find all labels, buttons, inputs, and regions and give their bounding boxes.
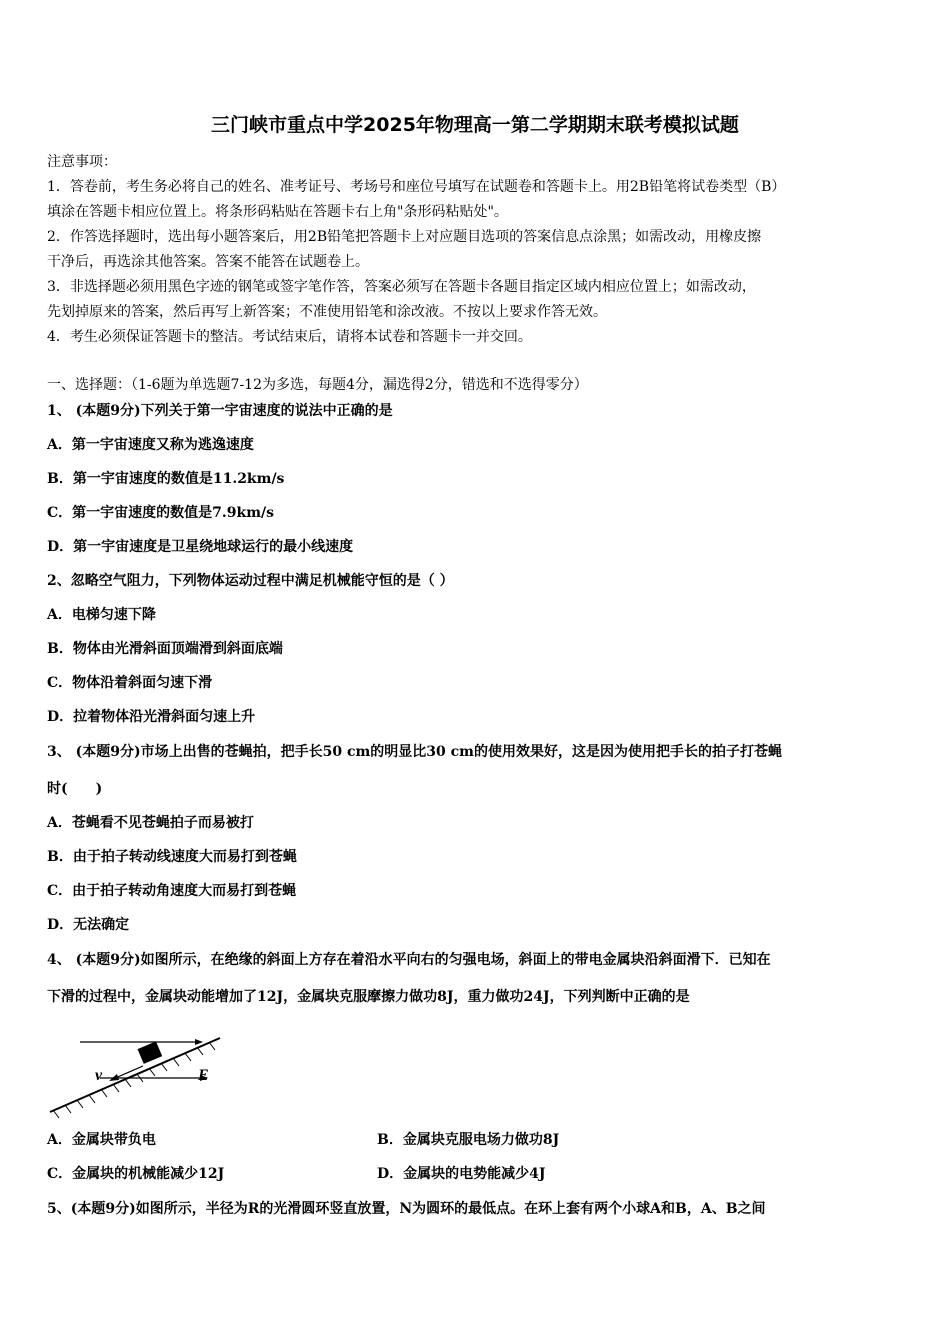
question-4-stem: 4、 (本题9分)如图所示，在绝缘的斜面上方存在着沿水平向右的匀强电场，斜面上的带电金属块沿斜面滑下．已知在 <box>47 952 771 968</box>
q1-option-c: C．第一宇宙速度的数值是7.9km/s <box>47 505 275 521</box>
velocity-label: v <box>95 1067 103 1084</box>
question-3-stem-cont: 时( ) <box>47 781 103 797</box>
incline-field-figure <box>45 1030 225 1120</box>
field-label: E <box>198 1067 209 1084</box>
incline-surface <box>50 1038 220 1112</box>
question-1-stem: 1、 (本题9分)下列关于第一宇宙速度的说法中正确的是 <box>47 403 393 419</box>
notice-heading: 注意事项： <box>47 154 117 170</box>
q1-option-d: D．第一宇宙速度是卫星绕地球运行的最小线速度 <box>47 539 354 555</box>
q3-option-c: C．由于拍子转动角速度大而易打到苍蝇 <box>47 883 297 899</box>
section-heading: 一、选择题：（1-6题为单选题7-12为多选，每题4分，漏选得2分，错选和不选得零分） <box>47 377 588 393</box>
notice-line: 4．考生必须保证答题卡的整洁。考试结束后，请将本试卷和答题卡一并交回。 <box>47 329 532 345</box>
q4-option-a: A．金属块带负电 <box>47 1132 156 1148</box>
question-4-stem-cont: 下滑的过程中，金属块动能增加了12J，金属块克服摩擦力做功8J，重力做功24J，下列判断中正确的是 <box>47 989 690 1005</box>
incline-hatching <box>53 1042 215 1118</box>
metal-block <box>138 1041 163 1064</box>
notice-line: 先划掉原来的答案，然后再写上新答案；不准使用铅笔和涂改液。不按以上要求作答无效。 <box>47 304 607 320</box>
notice-line: 2．作答选择题时，选出每小题答案后，用2B铅笔把答题卡上对应题目选项的答案信息点涂黑；如需改动，用橡皮擦 <box>47 229 762 245</box>
q4-option-d: D．金属块的电势能减少4J <box>377 1166 546 1182</box>
q1-option-a: A．第一宇宙速度又称为逃逸速度 <box>47 437 254 453</box>
q3-option-b: B．由于拍子转动线速度大而易打到苍蝇 <box>47 849 297 865</box>
q2-option-c: C．物体沿着斜面匀速下滑 <box>47 675 213 691</box>
q3-option-a: A．苍蝇看不见苍蝇拍子而易被打 <box>47 815 254 831</box>
field-arrowhead <box>195 1039 203 1045</box>
page-title: 三门峡市重点中学2025年物理高一第二学期期末联考模拟试题 <box>211 114 739 136</box>
q4-option-c: C．金属块的机械能减少12J <box>47 1166 225 1182</box>
notice-line: 填涂在答题卡相应位置上。将条形码粘贴在答题卡右上角"条形码粘贴处"。 <box>47 204 508 220</box>
q2-option-d: D．拉着物体沿光滑斜面匀速上升 <box>47 709 256 725</box>
q3-option-d: D．无法确定 <box>47 917 130 933</box>
notice-line: 3．非选择题必须用黑色字迹的钢笔或签字笔作答，答案必须写在答题卡各题目指定区域内相应位置上；如需改动， <box>47 279 756 295</box>
question-5-stem: 5、(本题9分)如图所示，半径为R的光滑圆环竖直放置，N为圆环的最低点。在环上套有两个小球A和B，A、B之间 <box>47 1201 766 1217</box>
question-3-stem: 3、 (本题9分)市场上出售的苍蝇拍，把手长50 cm的明显比30 cm的使用效果好，这是因为使用把手长的拍子打苍蝇 <box>47 744 782 760</box>
q2-option-a: A．电梯匀速下降 <box>47 607 156 623</box>
q2-option-b: B．物体由光滑斜面顶端滑到斜面底端 <box>47 641 283 657</box>
notice-line: 干净后，再选涂其他答案。答案不能答在试题卷上。 <box>47 254 369 270</box>
q4-option-b: B．金属块克服电场力做功8J <box>377 1132 560 1148</box>
q1-option-b: B．第一宇宙速度的数值是11.2km/s <box>47 471 285 487</box>
notice-line: 1．答卷前，考生务必将自己的姓名、准考证号、考场号和座位号填写在试题卷和答题卡上。用2B铅笔将试卷类型（B） <box>47 179 786 195</box>
question-2-stem: 2、忽略空气阻力，下列物体运动过程中满足机械能守恒的是（ ） <box>47 573 454 589</box>
